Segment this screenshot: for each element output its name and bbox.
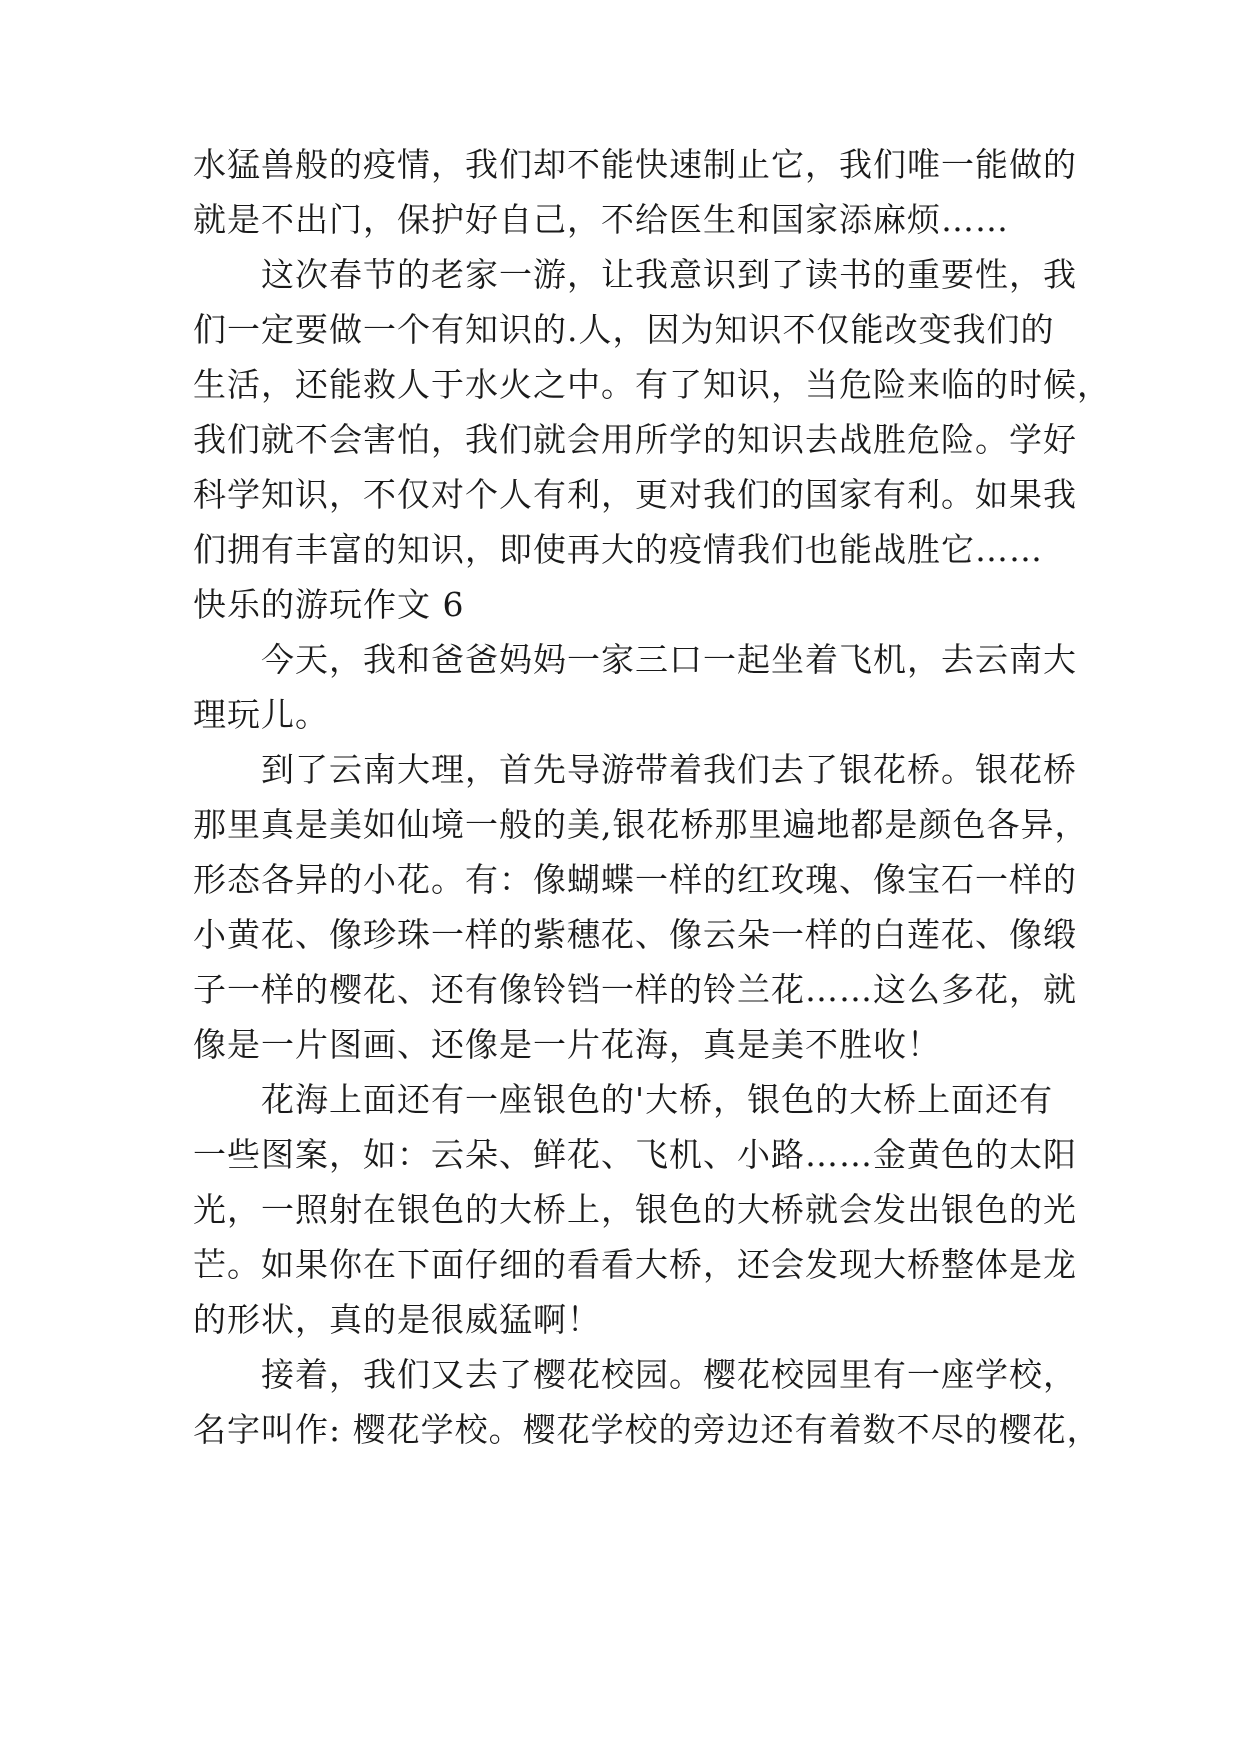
text-line: 我们就不会害怕，我们就会用所学的知识去战胜危险。学好 bbox=[193, 420, 1077, 459]
text-line: 接着，我们又去了樱花校园。樱花校园里有一座学校， bbox=[193, 1355, 1077, 1394]
text-line: 水猛兽般的疫情，我们却不能快速制止它，我们唯一能做的 bbox=[193, 145, 1077, 184]
text-line: 形态各异的小花。有：像蝴蝶一样的红玫瑰、像宝石一样的 bbox=[193, 860, 1077, 899]
text-line: 花海上面还有一座银色的'大桥，银色的大桥上面还有 bbox=[193, 1080, 1054, 1119]
text-line: 子一样的樱花、还有像铃铛一样的铃兰花……这么多花，就 bbox=[193, 970, 1077, 1009]
text-line: 名字叫作: 樱花学校。樱花学校的旁边还有着数不尽的樱花， bbox=[193, 1410, 1101, 1449]
text-line: 这次春节的老家一游，让我意识到了读书的重要性，我 bbox=[193, 255, 1077, 294]
text-line: 生活，还能救人于水火之中。有了知识，当危险来临的时候， bbox=[193, 365, 1111, 404]
text-line: 今天，我和爸爸妈妈一家三口一起坐着飞机，去云南大 bbox=[193, 640, 1077, 679]
text-line: 芒。如果你在下面仔细的看看大桥，还会发现大桥整体是龙 bbox=[193, 1245, 1077, 1284]
text-line: 光，一照射在银色的大桥上，银色的大桥就会发出银色的光 bbox=[193, 1190, 1077, 1229]
text-line: 就是不出门，保护好自己，不给医生和国家添麻烦…… bbox=[193, 200, 1009, 239]
text-line: 们拥有丰富的知识，即使再大的疫情我们也能战胜它…… bbox=[193, 530, 1043, 569]
text-line: 到了云南大理，首先导游带着我们去了银花桥。银花桥 bbox=[193, 750, 1077, 789]
text-line: 理玩儿。 bbox=[193, 695, 329, 734]
text-line: 的形状，真的是很威猛啊！ bbox=[193, 1300, 601, 1339]
text-line: 一些图案，如：云朵、鲜花、飞机、小路……金黄色的太阳 bbox=[193, 1135, 1077, 1174]
text-line: 那里真是美如仙境一般的美,银花桥那里遍地都是颜色各异， bbox=[193, 805, 1089, 844]
text-line: 小黄花、像珍珠一样的紫穗花、像云朵一样的白莲花、像缎 bbox=[193, 915, 1077, 954]
text-line: 科学知识，不仅对个人有利，更对我们的国家有利。如果我 bbox=[193, 475, 1077, 514]
section-heading: 快乐的游玩作文 6 bbox=[193, 585, 465, 624]
text-line: 们一定要做一个有知识的.人，因为知识不仅能改变我们的 bbox=[193, 310, 1055, 349]
text-line: 像是一片图画、还像是一片花海，真是美不胜收！ bbox=[193, 1025, 941, 1064]
